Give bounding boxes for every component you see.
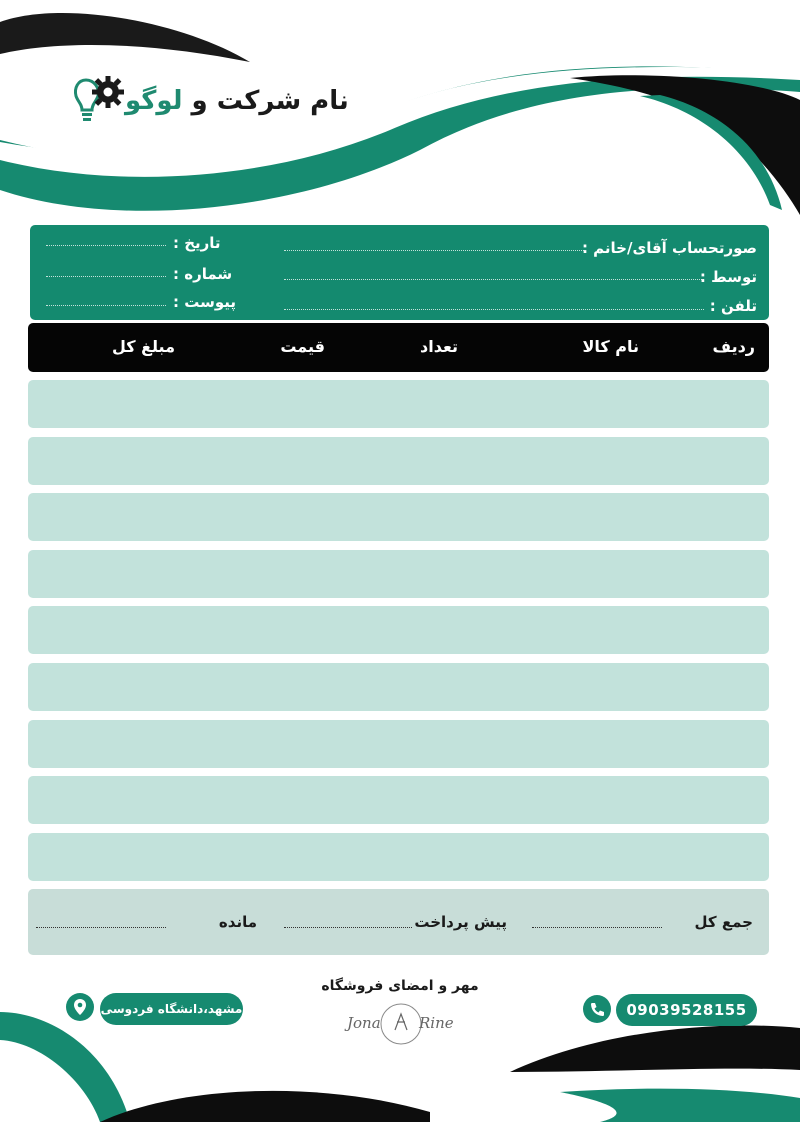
by-label: توسط : — [699, 268, 757, 286]
table-row[interactable] — [28, 380, 769, 428]
number-field[interactable] — [46, 276, 166, 277]
number-label: شماره : — [173, 265, 233, 283]
svg-text:Rine: Rine — [419, 1014, 454, 1032]
table-row[interactable] — [28, 606, 769, 654]
prepayment-label: پیش پرداخت — [414, 913, 507, 931]
table-row[interactable] — [28, 663, 769, 711]
remaining-field[interactable] — [36, 927, 166, 928]
table-row[interactable] — [28, 550, 769, 598]
date-label: تاریخ : — [173, 234, 221, 252]
address-text: مشهد،دانشگاه فردوسی — [100, 1002, 243, 1016]
invoice-to-label: صورتحساب آقای/خانم : — [581, 239, 757, 257]
invoice-to-field[interactable] — [284, 250, 584, 251]
by-field[interactable] — [284, 279, 704, 280]
table-row[interactable] — [28, 493, 769, 541]
column-header-price: قیمت — [280, 337, 325, 356]
items-table-header — [28, 323, 769, 372]
phone-pill[interactable] — [616, 994, 757, 1026]
table-row[interactable] — [28, 833, 769, 881]
table-row[interactable] — [28, 437, 769, 485]
attachment-field[interactable] — [46, 305, 166, 306]
phone-number: 09039528155 — [626, 1001, 747, 1019]
total-field[interactable] — [532, 927, 662, 928]
prepayment-field[interactable] — [284, 927, 412, 928]
company-name-text: نام شرکت و — [182, 86, 349, 116]
seal-caption: مهر و امضای فروشگاه — [321, 978, 479, 994]
svg-text:Jona: Jona — [347, 1014, 381, 1032]
logo-word: لوگو — [125, 86, 183, 116]
store-signature — [343, 1000, 459, 1046]
phone-icon[interactable] — [583, 995, 611, 1023]
company-name-title — [125, 86, 349, 116]
phone-label: تلفن : — [709, 297, 757, 315]
remaining-label: مانده — [218, 913, 257, 931]
table-row[interactable] — [28, 720, 769, 768]
column-header-item-name: نام کالا — [582, 337, 639, 356]
column-header-row: ردیف — [712, 337, 755, 356]
totals-panel — [28, 889, 769, 955]
lightbulb-gear-icon — [72, 72, 130, 130]
total-label: جمع کل — [694, 913, 753, 931]
location-pin-icon — [66, 993, 94, 1021]
column-header-quantity: تعداد — [420, 337, 458, 356]
table-row[interactable] — [28, 776, 769, 824]
address-pill — [100, 993, 243, 1025]
column-header-total: مبلغ کل — [111, 337, 175, 356]
phone-field[interactable] — [284, 309, 704, 310]
customer-info-panel — [30, 225, 769, 320]
attachment-label: پیوست : — [173, 293, 237, 311]
date-field[interactable] — [46, 245, 166, 246]
